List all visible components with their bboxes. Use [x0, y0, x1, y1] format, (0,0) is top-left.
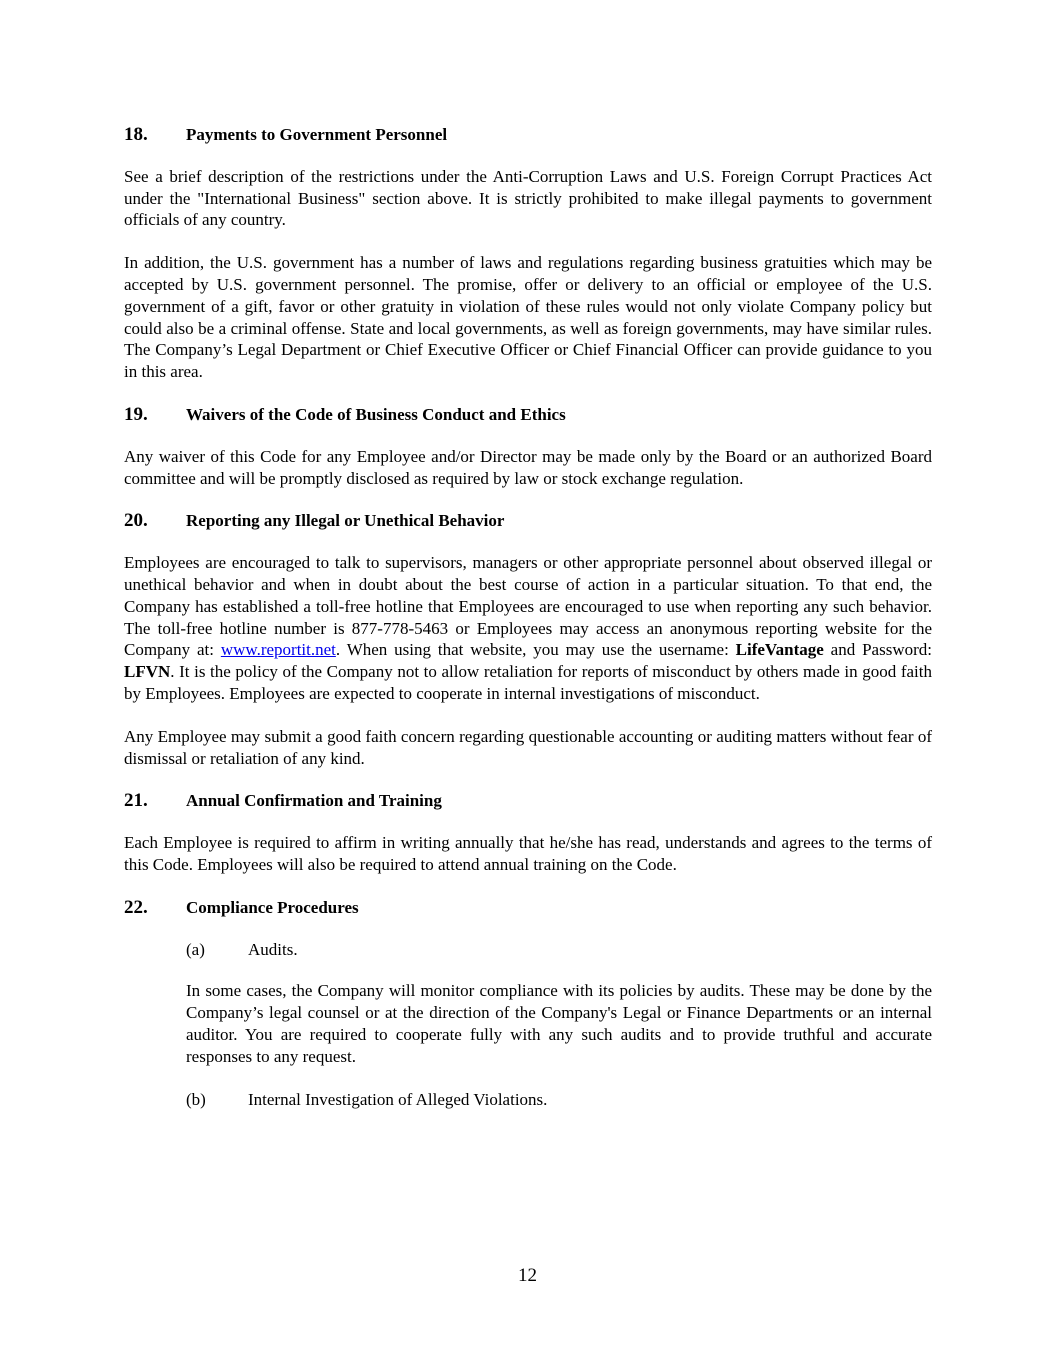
section-title: Annual Confirmation and Training	[186, 791, 442, 811]
subsection-heading	[186, 1089, 932, 1111]
paragraph: Any Employee may submit a good faith concern regarding questionable accounting or auditing matters without fear of dismissal or retaliation of any kind.	[124, 726, 932, 768]
section-heading	[124, 510, 932, 532]
section-number: 20.	[124, 510, 148, 532]
subsection-letter: (a)	[186, 939, 205, 959]
paragraph: Any waiver of this Code for any Employee and/or Director may be made only by the Board or an authorized Board committee and will be promptly disclosed as required by law or stock exchange regulation.	[124, 446, 932, 488]
section-title: Waivers of the Code of Business Conduct and Ethics	[186, 404, 566, 424]
subsection-title: Internal Investigation of Alleged Violations.	[248, 1089, 548, 1109]
text-run: Employees are encouraged to talk to supervisors, managers or other appropriate personnel about observed illegal or unethical behavior and when in doubt about the best course of action in a particular situation. To that end, the Company has established a toll-free hotline that Employees are encouraged to use when reporting any such behavior. The toll-free hotline number is 877-778-5463 or Employees may access an anonymous reporting website for the Company at:	[124, 553, 932, 660]
subsection-letter: (b)	[186, 1089, 206, 1109]
section-heading	[124, 124, 932, 146]
page-number: 12	[518, 1265, 537, 1286]
section-number: 18.	[124, 124, 148, 145]
reportit-link[interactable]: www.reportit.net	[220, 640, 336, 660]
text-run: and Password:	[823, 640, 932, 660]
subsection-heading	[186, 939, 932, 961]
paragraph: In some cases, the Company will monitor compliance with its policies by audits. These may be done by the Company’s legal counsel or at the direction of the Company's Legal or Finance Departments or an internal auditor. You are required to cooperate fully with any such audits and to provide truthful and accurate responses to any request.	[186, 981, 932, 1066]
paragraph: In addition, the U.S. government has a number of laws and regulations regarding business gratuities which may be accepted by U.S. government personnel. The promise, offer or delivery to an official or employee of the U.S. government of a gift, favor or other gratuity in violation of these rules would not only violate Company policy but could also be a criminal offense. State and local governments, as well as foreign governments, may have similar rules. The Company’s Legal Department or Chief Executive Officer or Chief Financial Officer can provide guidance to you in this area.	[124, 253, 932, 382]
paragraph: See a brief description of the restrictions under the Anti-Corruption Laws and U.S. Foreign Corrupt Practices Act under the "International Business" section above. It is strictly prohibited to make illegal payments to government officials of any country.	[124, 166, 932, 230]
paragraph	[124, 552, 932, 705]
paragraph: Each Employee is required to affirm in writing annually that he/she has read, understands and agrees to the terms of this Code. Employees will also be required to attend annual training on the Code.	[124, 833, 932, 874]
section-number: 19.	[124, 403, 148, 425]
section-title: Reporting any Illegal or Unethical Behavior	[186, 511, 505, 531]
subsection-title: Audits.	[248, 939, 298, 959]
section-title: Compliance Procedures	[186, 897, 359, 917]
password-value: LFVN	[124, 662, 171, 682]
section-number: 22.	[124, 896, 148, 918]
document-page	[124, 124, 932, 1130]
section-number: 21.	[124, 790, 148, 812]
text-run: . When using that website, you may use the username:	[335, 640, 736, 660]
section-heading	[124, 404, 932, 426]
section-title: Payments to Government Personnel	[186, 125, 448, 144]
text-run: . It is the policy of the Company not to allow retaliation for reports of misconduct by others made in good faith by Employees. Employees are expected to cooperate in internal investigations of misconduct.	[124, 662, 932, 703]
section-heading	[124, 897, 932, 919]
section-heading	[124, 790, 932, 812]
username-value: LifeVantage	[735, 640, 824, 660]
